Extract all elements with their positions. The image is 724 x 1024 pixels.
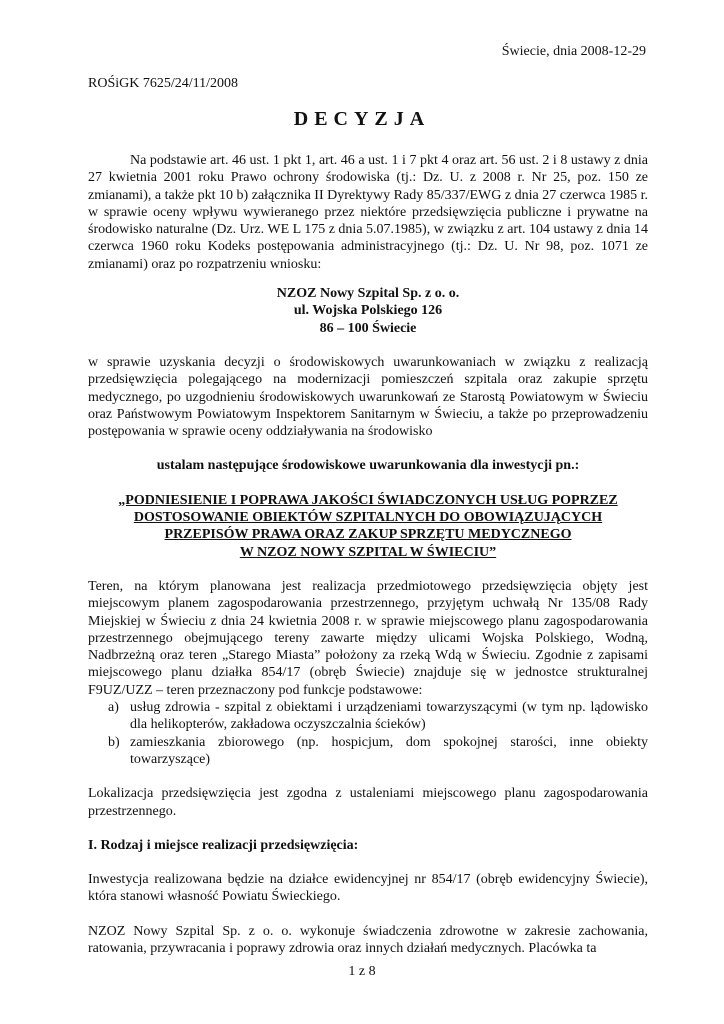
document-body	[88, 152, 648, 957]
legal-basis-paragraph: Na podstawie art. 46 ust. 1 pkt 1, art. 46 a ust. 1 i 7 pkt 4 oraz art. 56 ust. 2 i 8 ustawy z dnia 27 kwietnia 2001 roku Prawo ochrony środowiska (tj.: Dz. U. z 2008 r. Nr 25, poz. 150 ze zmianami), a także pkt 10 b) załącznika II Dyrektywy Rady 85/337/EWG z dnia 27 czerwca 1985 r. w sprawie oceny wpływu wywieranego przez niektóre przedsięwzięcia publiczne i prywatne na środowisko naturalne (Dz. Urz. WE L 175 z dnia 5.07.1985), w związku z art. 104 ustawy z dnia 14 czerwca 1960 roku Kodeks postępowania administracyjnego (tj.: Dz. U. Nr 98, poz. 1071 ze zmianami) oraz po rozpatrzeniu wniosku:	[88, 153, 648, 272]
list-marker: a)	[108, 700, 119, 716]
matter-paragraph: w sprawie uzyskania decyzji o środowiskowych uwarunkowaniach w związku z realizacją przedsięwzięcia polegającego na modernizacji pomieszczeń szpitala oraz zakupie sprzętu medycznego, po uzgodnieniu środowiskowych uwarunkowań ze Starostą Powiatowym w Świeciu oraz Państwowym Powiatowym Inspektorem Sanitarnym w Świeciu, a także po przeprowadzeniu postępowania w sprawie oceny oddziaływania na środowisko	[88, 354, 648, 440]
list-item	[88, 734, 648, 769]
operator-paragraph: NZOZ Nowy Szpital Sp. z o. o. wykonuje świadczenia zdrowotne w zakresie zachowania, ratowania, przywracania i poprawy zdrowia oraz innych działań medycznych. Placówka ta	[88, 923, 648, 956]
applicant-block	[88, 285, 648, 337]
list-item-text: zamieszkania zbiorowego (np. hospicjum, dom spokojnej starości, inne obiekty towarzyszące)	[130, 734, 648, 767]
investment-title	[88, 492, 648, 561]
applicant-city: 86 – 100 Świecie	[319, 320, 417, 336]
functions-list	[88, 699, 648, 768]
ruling-line: ustalam następujące środowiskowe uwarunkowania dla inwestycji pn.:	[156, 458, 580, 474]
list-marker: b)	[108, 734, 120, 750]
plot-paragraph: Inwestycja realizowana będzie na działce ewidencyjnej nr 854/17 (obręb ewidencyjny Świecie), która stanowi własność Powiatu Świeckiego.	[88, 872, 648, 905]
document-title: DECYZJA	[293, 108, 431, 130]
investment-title-line: DOSTOSOWANIE OBIEKTÓW SZPITALNYCH DO OBOWIĄZUJĄCYCH	[133, 510, 603, 526]
investment-title-line: PRZEPISÓW PRAWA ORAZ ZAKUP SPRZĘTU MEDYCZNEGO	[164, 527, 572, 543]
reference-number: ROŚiGK 7625/24/11/2008	[88, 76, 238, 91]
section-heading: I. Rodzaj i miejsce realizacji przedsięwzięcia:	[88, 837, 359, 853]
applicant-street: ul. Wojska Polskiego 126	[293, 303, 443, 319]
applicant-name: NZOZ Nowy Szpital Sp. z o. o.	[276, 286, 460, 302]
list-item-text: usług zdrowia - szpital z obiektami i urządzeniami towarzyszącymi (w tym np. lądowisko dla helikopterów, zakładowa oczyszczalnia ścieków)	[130, 700, 648, 733]
terrain-paragraph: Teren, na którym planowana jest realizacja przedmiotowego przedsięwzięcia objęty jest miejscowym planem zagospodarowania przestrzennego, przyjętym uchwałą Nr 135/08 Rady Miejskiej w Świeciu z dnia 24 kwietnia 2008 r. w sprawie miejscowego planu zagospodarowania przestrzennego obejmującego tereny zawarte między ulicami Wojska Polskiego, Wodną, Nadbrzeżną oraz teren „Starego Miasta” położony za rzeką Wdą w Świeciu. Zgodnie z zapisami miejscowego planu działka 854/17 (obręb Świecie) znajduje się w jednostce strukturalnej F9UZ/UZZ – teren przeznaczony pod funkcje podstawowe:	[88, 578, 648, 698]
compliance-paragraph: Lokalizacja przedsięwzięcia jest zgodna z ustaleniami miejscowego planu zagospodarowania przestrzennego.	[88, 786, 648, 819]
list-item	[88, 699, 648, 734]
investment-title-line: „PODNIESIENIE I POPRAWA JAKOŚCI ŚWIADCZONYCH USŁUG POPRZEZ	[118, 492, 618, 508]
document-date: Świecie, dnia 2008-12-29	[501, 44, 646, 59]
page-number: 1 z 8	[348, 964, 376, 979]
investment-title-line: W NZOZ NOWY SZPITAL W ŚWIECIU”	[239, 544, 497, 560]
